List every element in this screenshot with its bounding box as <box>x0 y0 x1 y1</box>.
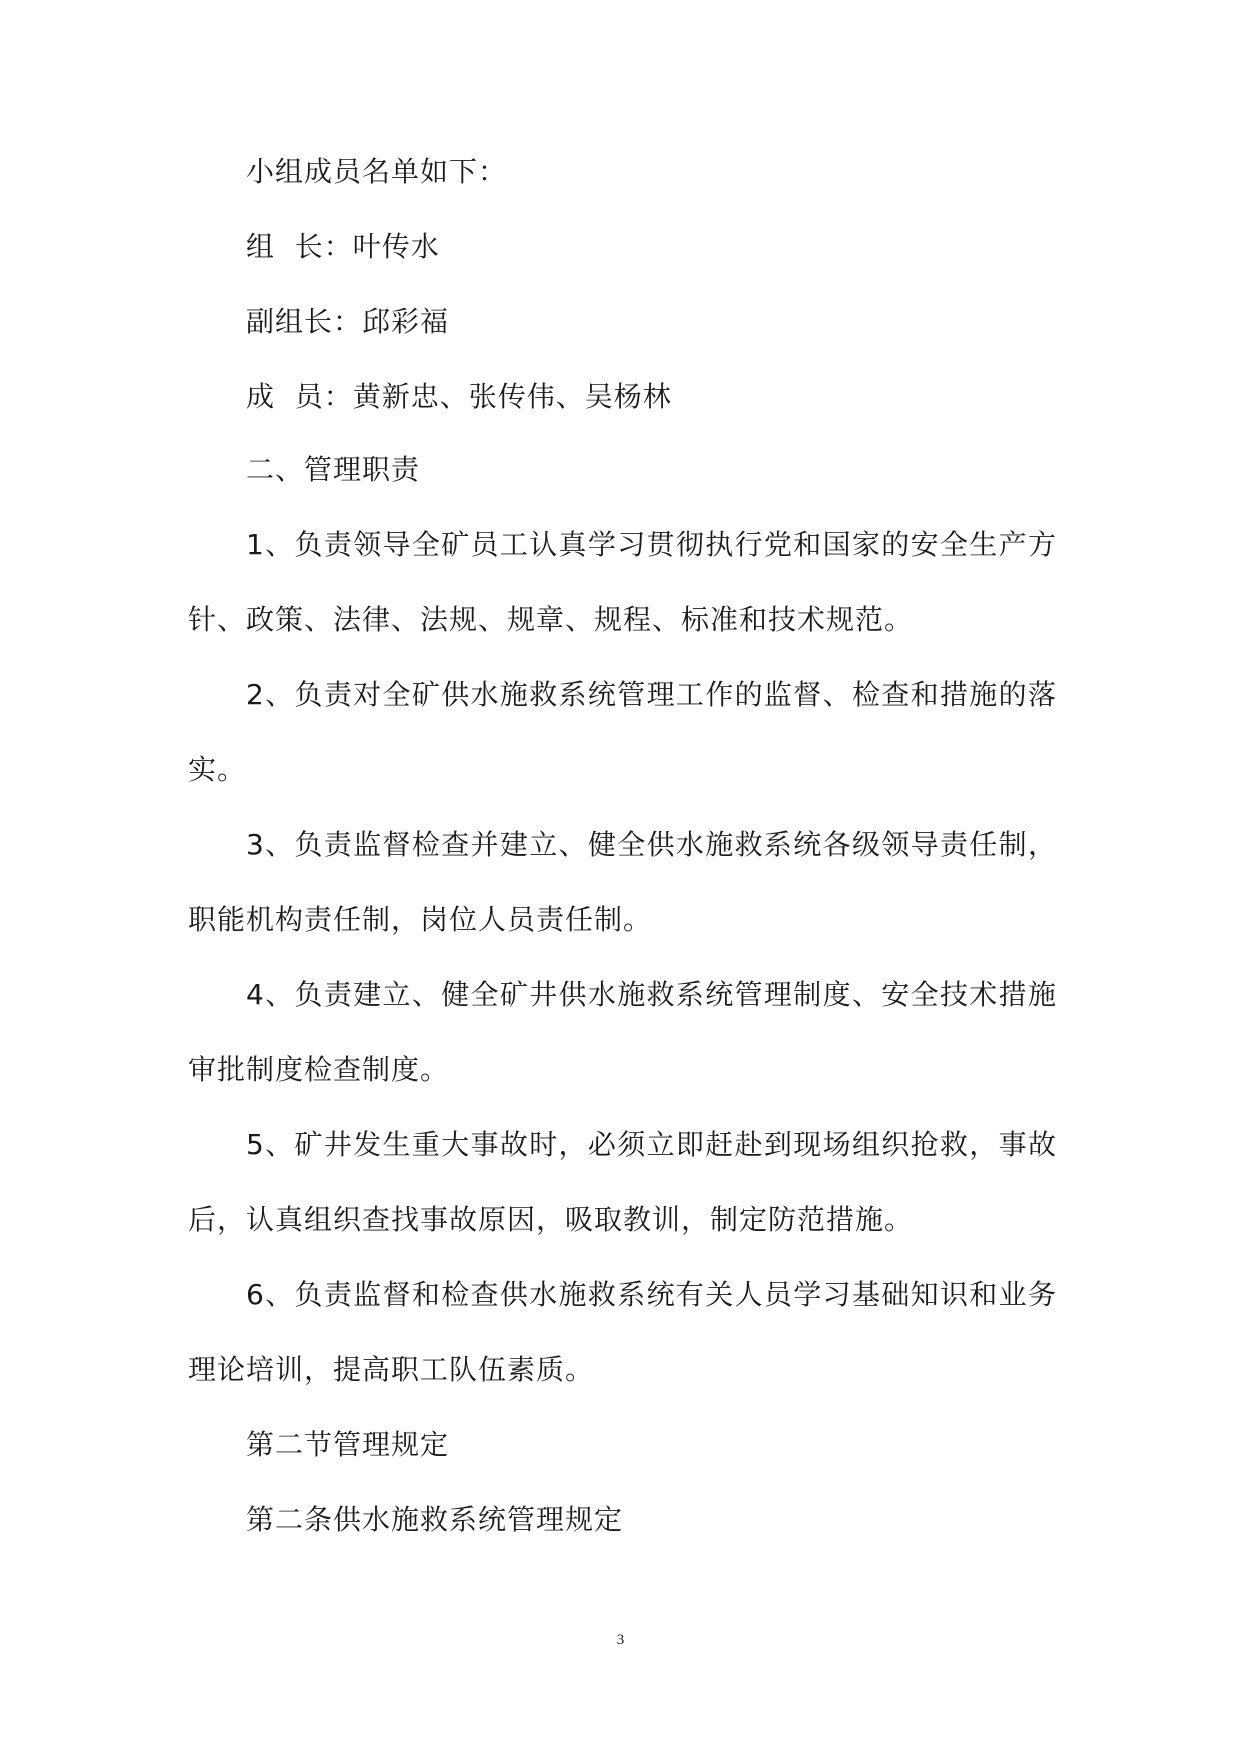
duty-5-line-1: 5、矿井发生重大事故时，必须立即赶赴到现场组织抢救，事故 <box>246 1128 1056 1161</box>
section-heading: 第二节管理规定 <box>246 1428 450 1461</box>
section-two-title: 二、管理职责 <box>246 453 421 486</box>
article-heading: 第二条供水施救系统管理规定 <box>246 1503 624 1536</box>
duty-3-line-2: 职能机构责任制，岗位人员责任制。 <box>188 903 653 936</box>
deputy-leader-line: 副组长：邱彩福 <box>246 305 450 338</box>
members-heading: 小组成员名单如下： <box>246 155 508 188</box>
members-line: 成 员：黄新忠、张传伟、吴杨林 <box>246 380 672 413</box>
duty-1-line-1: 1、负责领导全矿员工认真学习贯彻执行党和国家的安全生产方 <box>246 528 1056 561</box>
duty-1-line-2: 针、政策、法律、法规、规章、规程、标准和技术规范。 <box>188 603 914 636</box>
duty-6-line-2: 理论培训，提高职工队伍素质。 <box>188 1353 595 1386</box>
duty-2-line-2: 实。 <box>188 753 247 786</box>
duty-4-line-2: 审批制度检查制度。 <box>188 1053 450 1086</box>
page-number: 3 <box>616 1632 625 1648</box>
duty-3-line-1: 3、负责监督检查并建立、健全供水施救系统各级领导责任制， <box>246 828 1056 861</box>
duty-6-line-1: 6、负责监督和检查供水施救系统有关人员学习基础知识和业务 <box>246 1278 1056 1311</box>
duty-5-line-2: 后，认真组织查找事故原因，吸取教训，制定防范措施。 <box>188 1203 914 1236</box>
duty-4-line-1: 4、负责建立、健全矿井供水施救系统管理制度、安全技术措施 <box>246 978 1056 1011</box>
leader-line: 组 长：叶传水 <box>246 230 440 263</box>
duty-2-line-1: 2、负责对全矿供水施救系统管理工作的监督、检查和措施的落 <box>246 678 1056 711</box>
